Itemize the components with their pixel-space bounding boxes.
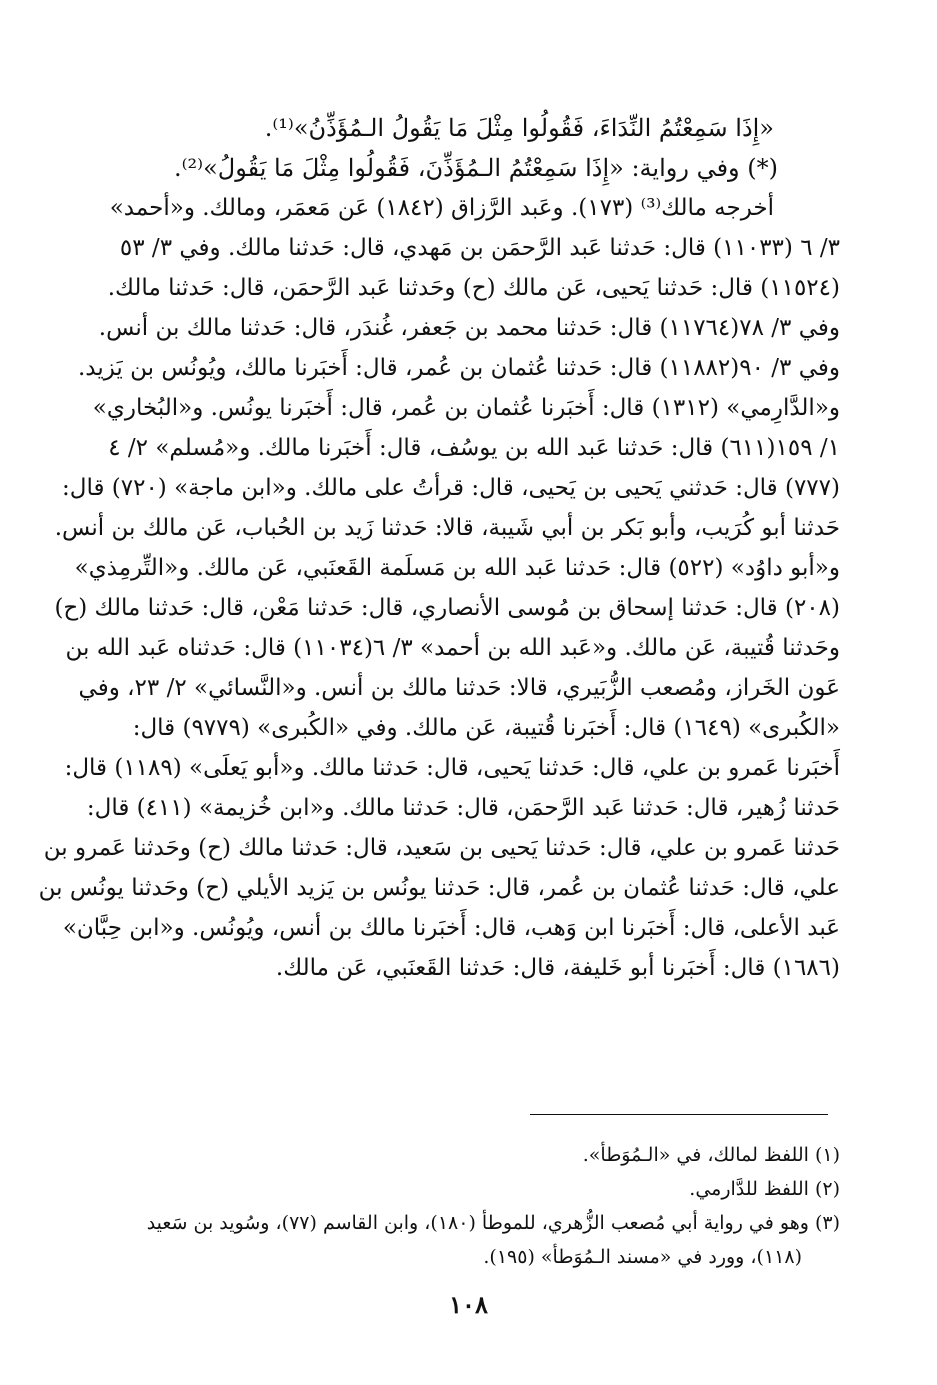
takhrij-line: عَبد الأعلى، قال: أَخبَرنا ابن وَهب، قال: أَخبَرنا مالك بن أنس، ويُونُس. و«ابن حِبَّان» bbox=[62, 915, 840, 941]
takhrij-line: وحَدثنا قُتيبة، عَن مالك. و«عَبد الله بن أحمد» ٣/ ٦(١١٠٣٤) قال: حَدثناه عَبد الله بن bbox=[65, 635, 840, 661]
takhrij-line: و«الدَّارِمي» (١٣١٢) قال: أَخبَرنا عُثمان بن عُمر، قال: أَخبَرنا يونُس. و«البُخاري» bbox=[92, 395, 840, 421]
takhrij-line: و«أبو داوُد» (٥٢٢) قال: حَدثنا عَبد الله بن مَسلَمة القَعنَبي، عَن مالك. و«التِّرمِذي» bbox=[74, 555, 840, 581]
takhrij-line: وفي ٣/ ٩٠(١١٨٨٢) قال: حَدثنا عُثمان بن عُمر، قال: أَخبَرنا مالك، ويُونُس بن يَزيد. bbox=[77, 355, 840, 381]
footnote-3-continuation: (١١٨)، وورد في «مسند الـمُوَطأ» (١٩٥). bbox=[483, 1246, 802, 1268]
takhrij-line: حَدثنا عَمرو بن علي، قال: حَدثنا يَحيى بن سَعيد، قال: حَدثنا مالك (ح) وحَدثنا عَمرو بن bbox=[43, 835, 840, 861]
takhrij-line: أَخبَرنا عَمرو بن علي، قال: حَدثنا يَحيى، قال: حَدثنا مالك. و«أبو يَعلَى» (١١٨٩) قال: bbox=[64, 755, 840, 781]
takhrij-line: حَدثنا زُهير، قال: حَدثنا عَبد الرَّحمَن، قال: حَدثنا مالك. و«ابن خُزيمة» (٤١١) قال: bbox=[86, 795, 840, 821]
takhrij-line: وفي ٣/ ٧٨(١١٧٦٤) قال: حَدثنا محمد بن جَعفر، غُندَر، قال: حَدثنا مالك بن أنس. bbox=[98, 315, 840, 341]
footnote-separator bbox=[530, 1114, 828, 1115]
page-number: ١٠٨ bbox=[449, 1290, 488, 1319]
takhrij-line: (١٦٨٦) قال: أَخبَرنا أبو خَليفة، قال: حَدثنا القَعنَبي، عَن مالك. bbox=[275, 955, 840, 981]
takhrij-line: (١١٥٢٤) قال: حَدثنا يَحيى، عَن مالك (ح) وحَدثنا عَبد الرَّحمَن، قال: حَدثنا مالك. bbox=[107, 275, 840, 301]
takhrij-line: أخرجه مالك⁽³⁾ (١٧٣). وعَبد الرَّزاق (١٨٤٢) عَن مَعمَر، ومالك. و«أحمد» bbox=[109, 195, 774, 221]
footnote-2: (٢) اللفظ للدَّارمي. bbox=[689, 1178, 840, 1200]
footnote-3: (٣) وهو في رواية أبي مُصعب الزُّهري، للموطأ (١٨٠)، وابن القاسم (٧٧)، وسُويد بن سَعيد bbox=[146, 1212, 840, 1234]
footnotes bbox=[84, 1138, 840, 1274]
takhrij-line: عَون الخَراز، ومُصعب الزُّبَيري، قالا: حَدثنا مالك بن أنس. و«النَّسائي» ٢/ ٢٣، وفي bbox=[78, 675, 840, 701]
takhrij-line: علي، قال: حَدثنا عُثمان بن عُمر، قال: حَدثنا يونُس بن يَزيد الأيلي (ح) وحَدثنا يونُس بن bbox=[38, 875, 840, 901]
footnote-1: (١) اللفظ لمالك، في «الـمُوَطأ». bbox=[582, 1144, 840, 1166]
takhrij-line: ١/ ١٥٩(٦١١) قال: حَدثنا عَبد الله بن يوسُف، قال: أَخبَرنا مالك. و«مُسلم» ٢/ ٤ bbox=[108, 435, 840, 461]
takhrij-line: حَدثنا أبو كُرَيب، وأبو بَكر بن أبي شَيبة، قالا: حَدثنا زَيد بن الحُباب، عَن مالك بن أنس. bbox=[54, 515, 840, 541]
main-text bbox=[38, 108, 840, 988]
takhrij-line: «الكُبرى» (١٦٤٩) قال: أَخبَرنا قُتيبة، عَن مالك. وفي «الكُبرى» (٩٧٧٩) قال: bbox=[132, 715, 840, 741]
takhrij-line: (٧٧٧) قال: حَدثني يَحيى بن يَحيى، قال: قرأتُ على مالك. و«ابن ماجة» (٧٢٠) قال: bbox=[61, 475, 840, 501]
hadith-variant: (*) وفي رواية: «إِذَا سَمِعْتُمُ الـمُؤَذِّنَ، فَقُولُوا مِثْلَ مَا يَقُولُ»⁽²⁾. bbox=[174, 154, 778, 182]
takhrij-line: ٣/ ٦ (١١٠٣٣) قال: حَدثنا عَبد الرَّحمَن بن مَهدي، قال: حَدثنا مالك. وفي ٣/ ٥٣ bbox=[119, 235, 840, 261]
hadith-quote: «إِذَا سَمِعْتُمُ النِّدَاءَ، فَقُولُوا مِثْلَ مَا يَقُولُ الـمُؤَذِّنُ»⁽¹⁾. bbox=[264, 114, 774, 142]
takhrij-line: (٢٠٨) قال: حَدثنا إسحاق بن مُوسى الأنصاري، قال: حَدثنا مَعْن، قال: حَدثنا مالك (ح) bbox=[54, 595, 840, 621]
